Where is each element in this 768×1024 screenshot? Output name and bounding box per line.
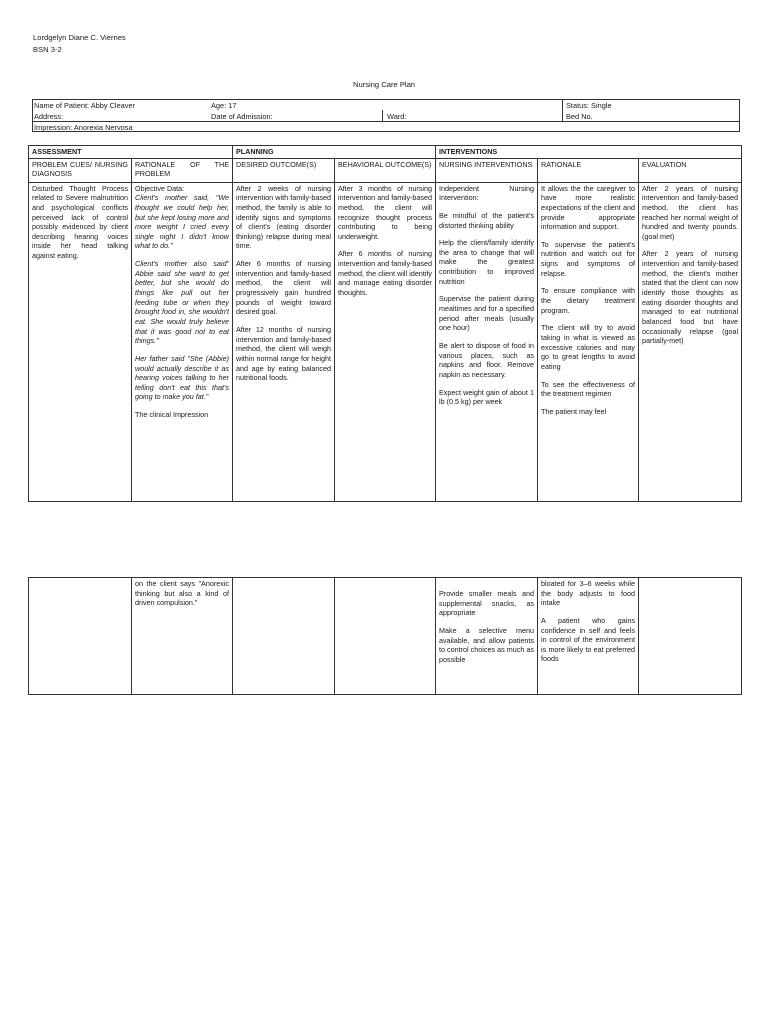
intervention-item: Supervise the patient during mealtimes and for a specified period after meals (usually one hour) [439, 294, 535, 333]
intervention-heading: Independent Nursing Intervention: [439, 183, 535, 203]
rationale-problem-cell [132, 182, 233, 501]
date-of-admission: Date of Admission: [211, 112, 273, 121]
rationale-cell [538, 182, 639, 501]
col-header-rationale: RATIONALE [538, 158, 639, 182]
desired-outcome-item: After 12 months of nursing intervention and family-based method, the client will weigh within normal range for height and age by eating balanced nutritional foods. [236, 324, 331, 383]
intervention-item: Help the client/family identify the area to change that will make the greatest contribution to improved nutrition [439, 238, 535, 286]
status-divider [562, 99, 563, 121]
section-interventions: INTERVENTIONS [436, 146, 742, 159]
intervention-item: Make a selective menu available, and allow patients to control choices as much as possible [439, 625, 534, 664]
diagnosis-cell-cont [29, 578, 132, 695]
quote-mother-2: Client's mother also said" Abbie said she want to get better, but she would do things like pull out her feeding tube or when they brought food in, she wouldn't eat. She would truly believe that it was good not to eat things." [135, 259, 229, 346]
objective-data-label: Objective Data: [135, 183, 185, 193]
rationale-item: A patient who gains confidence in self and feels in control of the environment is more likely to eat preferred foods [541, 615, 635, 664]
intervention-item: Be alert to dispose of food in various places, such as napkins and floor. Remove napkin as necessary. [439, 340, 535, 379]
intervention-item: Provide smaller meals and supplemental snacks, as appropriate [439, 589, 534, 618]
rationale-cell-cont [538, 578, 639, 695]
section-planning: PLANNING [233, 146, 436, 159]
col-header-behavioral-outcomes: BEHAVIORAL OUTCOME(S) [335, 158, 436, 182]
patient-address: Address: [34, 112, 64, 121]
author-name: Lordgelyn Diane C. Viernes [33, 33, 126, 42]
desired-outcome-item: After 2 weeks of nursing intervention with family-based method, the family is able to identify signs and symptoms of client's (eating disorder thinking) relapse during meal time. [236, 183, 331, 251]
bed-number: Bed No. [566, 112, 593, 121]
patient-status: Status: Single [566, 101, 612, 110]
rationale-item: It allows the the caregiver to have more realistic expectations of the client and provide appropriate information and support. [541, 183, 636, 232]
col-header-evaluation: EVALUATION [639, 158, 742, 182]
care-plan-table [28, 145, 742, 502]
rationale-item: The client will try to avoid taking in what is viewed as excessive calories and may go to great lengths to avoid eating [541, 323, 636, 371]
diagnosis-cell [29, 182, 132, 501]
course-section: BSN 3-2 [33, 45, 62, 54]
rationale-problem-cell-cont [132, 578, 233, 695]
clinical-impression-end: on the client says "Anorexic thinking but also a kind of driven compulsion." [135, 579, 229, 608]
document-title: Nursing Care Plan [352, 80, 416, 89]
col-header-desired-outcomes: DESIRED OUTCOME(S) [233, 158, 335, 182]
rationale-item: To supervise the patient's nutrition and watch out for signs and symptoms of relapse. [541, 239, 636, 278]
rationale-item: The patient may feel [541, 406, 607, 416]
col-header-problem: PROBLEM CUES/ NURSING DIAGNOSIS [29, 158, 132, 182]
diagnosis-text: Disturbed Thought Process related to Severe malnutrition and psychological conflicts perceived lack of control possibly evidenced by client describing hearing voices inside her head talking against eating. [32, 183, 128, 261]
ward-divider [382, 110, 383, 121]
evaluation-cell-cont [639, 578, 742, 695]
col-header-nursing-interventions: NURSING INTERVENTIONS [436, 158, 538, 182]
rationale-item: bloated for 3–6 weeks while the body adjusts to food intake [541, 579, 635, 608]
evaluation-cell [639, 182, 742, 501]
patient-age: Age: 17 [211, 101, 237, 110]
evaluation-item: After 2 years of nursing intervention and family-based method, the client has reached her normal weight of hundred and twenty pounds. (goal met) [642, 183, 739, 241]
rationale-item: To ensure compliance with the dietary treatment program. [541, 286, 636, 315]
interventions-cell [436, 182, 538, 501]
care-plan-table-continued [28, 577, 742, 695]
rationale-item: To see the effectiveness of the treatment regimen [541, 379, 636, 399]
section-header-row [29, 146, 742, 159]
clinical-impression-start: The clinical Impression [135, 410, 209, 420]
behavioral-outcome-item: After 6 months of nursing intervention and family-based method, the client will identify and manage eating disorder thoughts. [338, 249, 433, 298]
interventions-cell-cont [436, 578, 538, 695]
ward: Ward: [387, 112, 407, 121]
impression: Impression: Anorexia Nervosa [34, 123, 133, 132]
quote-father: Her father said "She (Abbie) would actually describe it as hearing voices talking to her telling don't eat this that's going to make you fat." [135, 353, 229, 402]
evaluation-item: After 2 years of nursing intervention and family-based method, the client's mother stated that the client can now identify those thoughts as eating disorder thoughts and managed to eat nutritional balanced food but have occasionally relapse (goal partially-met) [642, 249, 739, 346]
column-header-row [29, 158, 742, 182]
behavioral-outcomes-cell-cont [335, 578, 436, 695]
desired-outcome-item: After 6 months of nursing intervention and family-based method, the client will progressively gain hundred pounds of weight toward desired goal. [236, 259, 331, 317]
section-assessment: ASSESSMENT [29, 146, 233, 159]
desired-outcomes-cell-cont [233, 578, 335, 695]
table-row [29, 578, 742, 695]
intervention-item: Expect weight gain of about 1 lb (0.5 kg) per week [439, 387, 535, 407]
desired-outcomes-cell [233, 182, 335, 501]
behavioral-outcomes-cell [335, 182, 436, 501]
impression-divider [32, 121, 740, 122]
patient-info-frame [32, 99, 740, 132]
table-row [29, 182, 742, 501]
patient-name: Name of Patient: Abby Cleaver [34, 101, 136, 110]
intervention-item: Be mindful of the patient's distorted thinking ability [439, 210, 535, 230]
col-header-rationale-problem: RATIONALE OF THE PROBLEM [132, 158, 233, 182]
quote-mother-1: Client's mother said, "We thought we could help her, but she kept losing more and more weight I cried every single night I didn't know what to do." [135, 193, 229, 251]
behavioral-outcome-item: After 3 months of nursing intervention and family-based method, the client will recognize thought process contributing to being underweight. [338, 183, 433, 241]
